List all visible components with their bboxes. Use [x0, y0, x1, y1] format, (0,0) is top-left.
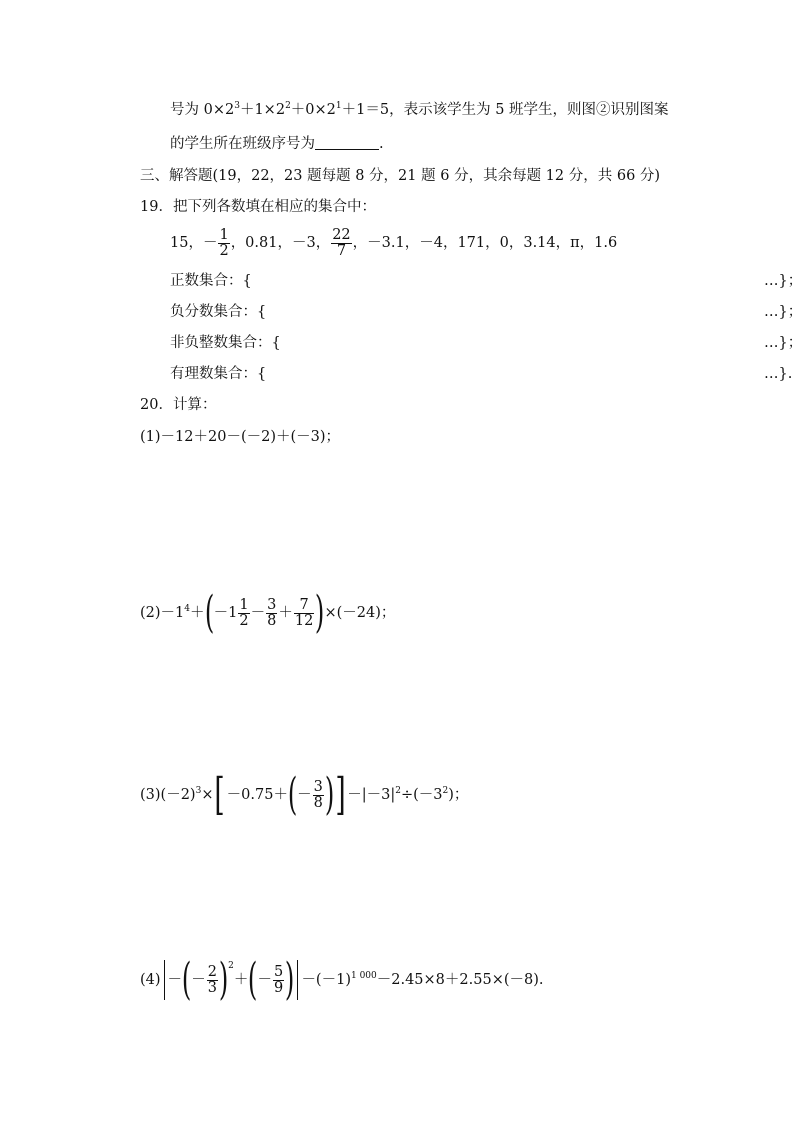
numerator: 22 — [332, 226, 351, 243]
set-label: 非负整数集合：{ — [170, 335, 281, 351]
right-paren: ) — [315, 587, 325, 638]
intro-line-1 — [170, 100, 669, 120]
expr-text: －(－1) — [301, 972, 351, 988]
set-positive — [170, 271, 802, 291]
numerator: 1 — [239, 596, 249, 613]
expr-text: ＋ — [278, 605, 293, 621]
expr-text: － — [297, 787, 312, 803]
numerator: 2 — [207, 963, 217, 980]
fraction — [294, 598, 314, 629]
set-rational — [170, 364, 793, 384]
intro-text: 号为 0×2 — [170, 102, 235, 118]
set-end: …}； — [764, 273, 802, 289]
q20-part-3 — [140, 769, 469, 820]
expr-text: －|－3| — [347, 787, 396, 803]
right-paren: ) — [324, 769, 335, 820]
denominator: 7 — [336, 242, 347, 259]
denominator: 8 — [267, 612, 277, 629]
numerator: 1 — [219, 226, 229, 243]
set-label: 负分数集合：{ — [170, 304, 267, 320]
expr-text: －1 — [213, 605, 238, 621]
expr-text: ×(－24)； — [324, 605, 396, 621]
denominator: 8 — [313, 794, 323, 811]
expr-text: (2)－1 — [140, 605, 185, 621]
repeating-digit: · 6 — [608, 235, 617, 251]
q20-part-2 — [140, 587, 396, 638]
number-text: 15， — [170, 235, 203, 251]
q20-part-1: (1)－12＋20－(－2)＋(－3)； — [140, 429, 341, 445]
fraction — [313, 780, 324, 811]
numerator: 7 — [294, 598, 314, 614]
fraction — [207, 965, 218, 996]
intro-text: . — [379, 136, 384, 152]
fraction — [238, 598, 249, 629]
expr-text: ＋ — [233, 972, 249, 988]
exponent: 4 — [184, 604, 190, 614]
expr-text: )； — [448, 787, 469, 803]
set-end: …}； — [764, 304, 802, 320]
expr-text: － — [257, 972, 273, 988]
q19-title: 19．把下列各数填在相应的集合中： — [140, 199, 376, 215]
intro-text: ＋0×2 — [290, 102, 336, 118]
numerator: 3 — [267, 596, 277, 613]
intro-line-2 — [170, 134, 384, 154]
exponent: 1 000 — [350, 971, 377, 981]
set-end: …}； — [764, 335, 802, 351]
set-nonnegative-integer — [170, 333, 802, 353]
expr-text: － — [191, 972, 206, 988]
denominator: 3 — [207, 979, 217, 996]
exponent: 1 — [335, 101, 342, 111]
exponent: 3 — [195, 786, 202, 796]
set-end: …}. — [764, 366, 793, 382]
intro-text: ＋1＝5，表示该学生为 5 班学生，则图②识别图案 — [341, 102, 669, 118]
exponent: 2 — [442, 786, 449, 796]
right-paren: ) — [285, 954, 295, 1005]
right-bracket: ] — [335, 769, 346, 820]
denominator: 2 — [239, 612, 249, 629]
q20-part-4 — [140, 954, 544, 1005]
denominator: 2 — [219, 242, 229, 259]
left-bracket: [ — [214, 769, 226, 820]
q19-numbers — [170, 226, 617, 260]
left-paren: ( — [248, 954, 258, 1005]
exponent: 2 — [228, 961, 234, 971]
set-label: 正数集合：{ — [170, 273, 252, 289]
expr-text: － — [250, 605, 266, 621]
expr-text: ÷(－3 — [400, 787, 443, 803]
exponent: 3 — [234, 101, 240, 111]
expr-text: － — [167, 972, 183, 988]
set-negative-fraction — [170, 302, 802, 322]
left-paren: ( — [181, 954, 192, 1005]
abs-bar-left — [164, 960, 165, 1000]
denominator: 12 — [294, 612, 314, 629]
numerator: 5 — [274, 963, 284, 980]
expr-text: × — [201, 787, 214, 803]
exponent: 2 — [285, 101, 291, 111]
expr-text: ＋ — [190, 605, 205, 621]
number-text: ，0.81，－3， — [230, 235, 331, 251]
expr-text: (4) — [140, 972, 161, 988]
section-title: 三、解答题(19，22，23 题每题 8 分，21 题 6 分，其余每题 12 分，共 66 分) — [140, 168, 661, 184]
expr-text: －2.45×8＋2.55×(－8). — [376, 972, 544, 988]
exponent: 2 — [395, 786, 401, 796]
expr-text: －0.75＋ — [226, 787, 288, 803]
expr-text: (3)(－2) — [140, 787, 196, 803]
denominator: 9 — [274, 979, 284, 996]
intro-text: ＋1×2 — [239, 102, 286, 118]
number-text: － — [202, 235, 218, 251]
number-text: ，－3.1，－4，171，0，3.14，π，1. — [352, 235, 608, 251]
fraction — [266, 598, 277, 629]
intro-text: 的学生所在班级序号为 — [170, 136, 315, 152]
left-paren: ( — [287, 769, 298, 820]
numerator: 3 — [313, 778, 323, 795]
set-label: 有理数集合：{ — [170, 366, 267, 382]
abs-bar-right — [297, 960, 298, 1000]
left-paren: ( — [204, 587, 214, 638]
right-paren: ) — [218, 954, 229, 1005]
fraction — [218, 228, 229, 259]
fraction — [331, 228, 351, 259]
fraction — [273, 965, 284, 996]
answer-blank[interactable] — [315, 135, 379, 150]
q20-title: 20．计算： — [140, 397, 217, 413]
